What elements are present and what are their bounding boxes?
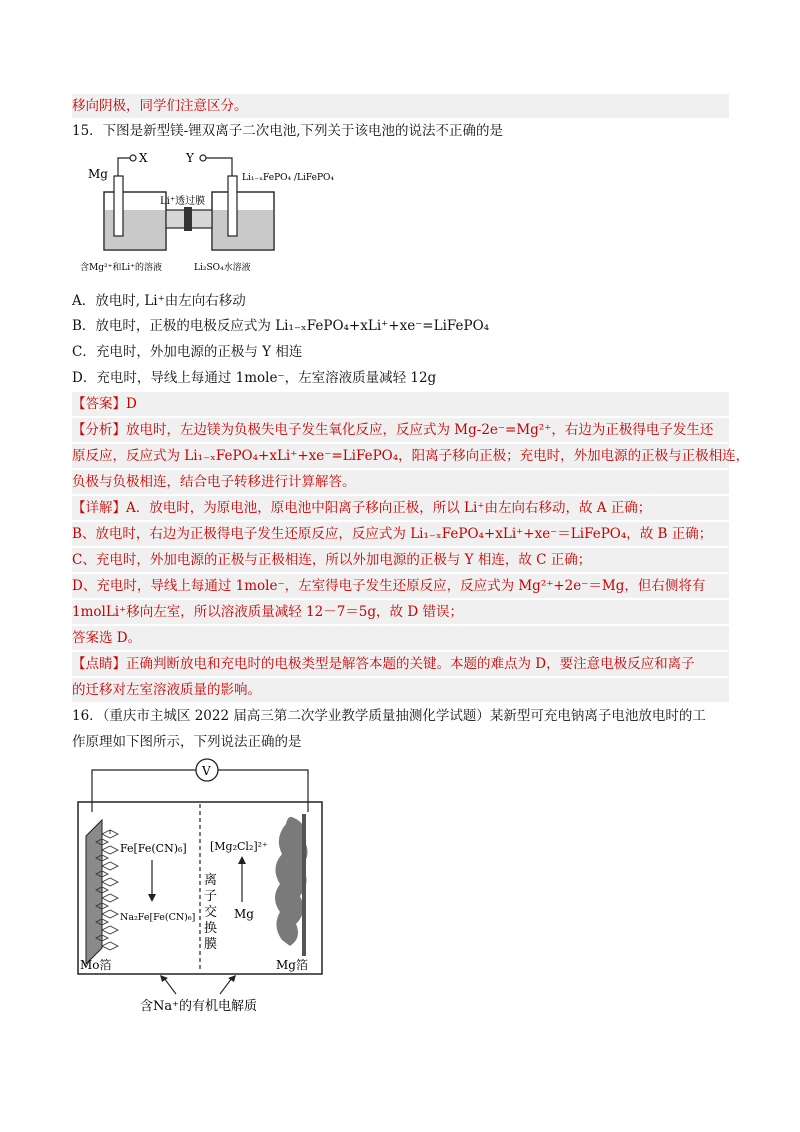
q16-label-electrolyte: 含Na⁺的有机电解质: [140, 999, 257, 1014]
q15-answer: 【答案】D: [72, 392, 729, 416]
q16-stem-line-2: 作原理如下图所示，下列说法正确的是: [72, 734, 302, 750]
q16-figure: [72, 752, 332, 1022]
q15-analysis-line-2: 原反应，反应式为 Li₁₋ₓFePO₄+xLi⁺+xe⁻=LiFePO₄，阳离子移向正极；充电时，外加电源的正极与正极相连，: [72, 444, 729, 468]
q15-option-b: B．放电时，正极的电极反应式为 Li₁₋ₓFePO₄+xLi⁺+xe⁻=LiFePO₄: [72, 318, 490, 334]
q15-detail-line-4: D、充电时，导线上每通过 1mole⁻，左室得电子发生还原反应，反应式为 Mg²⁺+2e⁻＝Mg，但右侧将有: [72, 574, 729, 598]
q15-cathode-electrode: [228, 176, 237, 236]
q15-label-left-solution: 含Mg²⁺和Li⁺的溶液: [80, 263, 162, 273]
q15-label-right-solution: Li₂SO₄水溶液: [194, 263, 251, 273]
q15-option-c: C．充电时，外加电源的正极与 Y 相连: [72, 344, 303, 360]
q16-label-mo-foil: Mo箔: [80, 958, 112, 972]
q15-label-y: Y: [186, 151, 194, 165]
q15-analysis-line-1: 【分析】放电时，左边镁为负极失电子发生氧化反应，反应式为 Mg-2e⁻=Mg²⁺，右边为正极得电子发生还: [72, 418, 729, 442]
q16-label-v: V: [202, 764, 211, 778]
q15-comment-line-1: 【点睛】正确判断放电和充电时的电极类型是解答本题的关键。本题的难点为 D，要注意电极反应和离子: [72, 652, 729, 676]
q16-stem-line-1: 16．（重庆市主城区 2022 届高三第二次学业教学质量抽测化学试题）某新型可充电钠离子电池放电时的工: [72, 708, 706, 724]
q15-detail-line-3: C、充电时，外加电源的正极与正极相连，所以外加电源的正极与 Y 相连，故 C 正确；: [72, 548, 729, 572]
q15-mg-electrode: [114, 176, 123, 236]
q15-comment-line-2: 的迁移对左室溶液质量的影响。: [72, 678, 729, 702]
q15-label-mg: Mg: [88, 167, 108, 181]
q16-label-mg-foil: Mg箔: [276, 958, 308, 972]
q15-membrane: [184, 207, 192, 231]
q16-label-fe-bottom: Na₂Fe[Fe(CN)₆]: [120, 912, 196, 923]
q15-option-a: A．放电时, Li⁺由左向右移动: [72, 293, 246, 309]
q15-detail-line-2: B、放电时，右边为正极得电子发生还原反应，反应式为 Li₁₋ₓFePO₄+xLi⁺+xe⁻＝LiFePO₄，故 B 正确；: [72, 522, 729, 546]
q15-label-x: X: [139, 151, 148, 165]
q15-option-d: D．充电时，导线上每通过 1mole⁻，左室溶液质量减轻 12g: [72, 370, 437, 386]
q15-analysis-line-3: 负极与负极相连，结合电子转移进行计算解答。: [72, 470, 729, 494]
q15-label-membrane: Li⁺透过膜: [160, 196, 206, 207]
q15-stem: 15．下图是新型镁-锂双离子二次电池,下列关于该电池的说法不正确的是: [72, 123, 504, 139]
q16-label-membrane: 离子交换膜: [204, 873, 218, 952]
q15-figure: [80, 148, 340, 276]
q16-label-mg: Mg: [234, 907, 254, 921]
q16-label-mg-complex: [Mg₂Cl₂]²⁺: [210, 840, 268, 853]
q16-label-fe-top: Fe[Fe(CN)₆]: [120, 842, 187, 855]
prev-question-tail: 移向阴极，同学们注意区分。: [72, 94, 729, 118]
q15-detail-line-6: 答案选 D。: [72, 626, 729, 650]
q15-detail-line-1: 【详解】A．放电时，为原电池，原电池中阳离子移向正极，所以 Li⁺由左向右移动，故 A 正确；: [72, 496, 729, 520]
q15-detail-line-5: 1molLi⁺移向左室，所以溶液质量减轻 12－7＝5g，故 D 错误；: [72, 600, 729, 624]
q15-label-cathode: Li₁₋ₓFePO₄ /LiFePO₄: [242, 173, 335, 183]
